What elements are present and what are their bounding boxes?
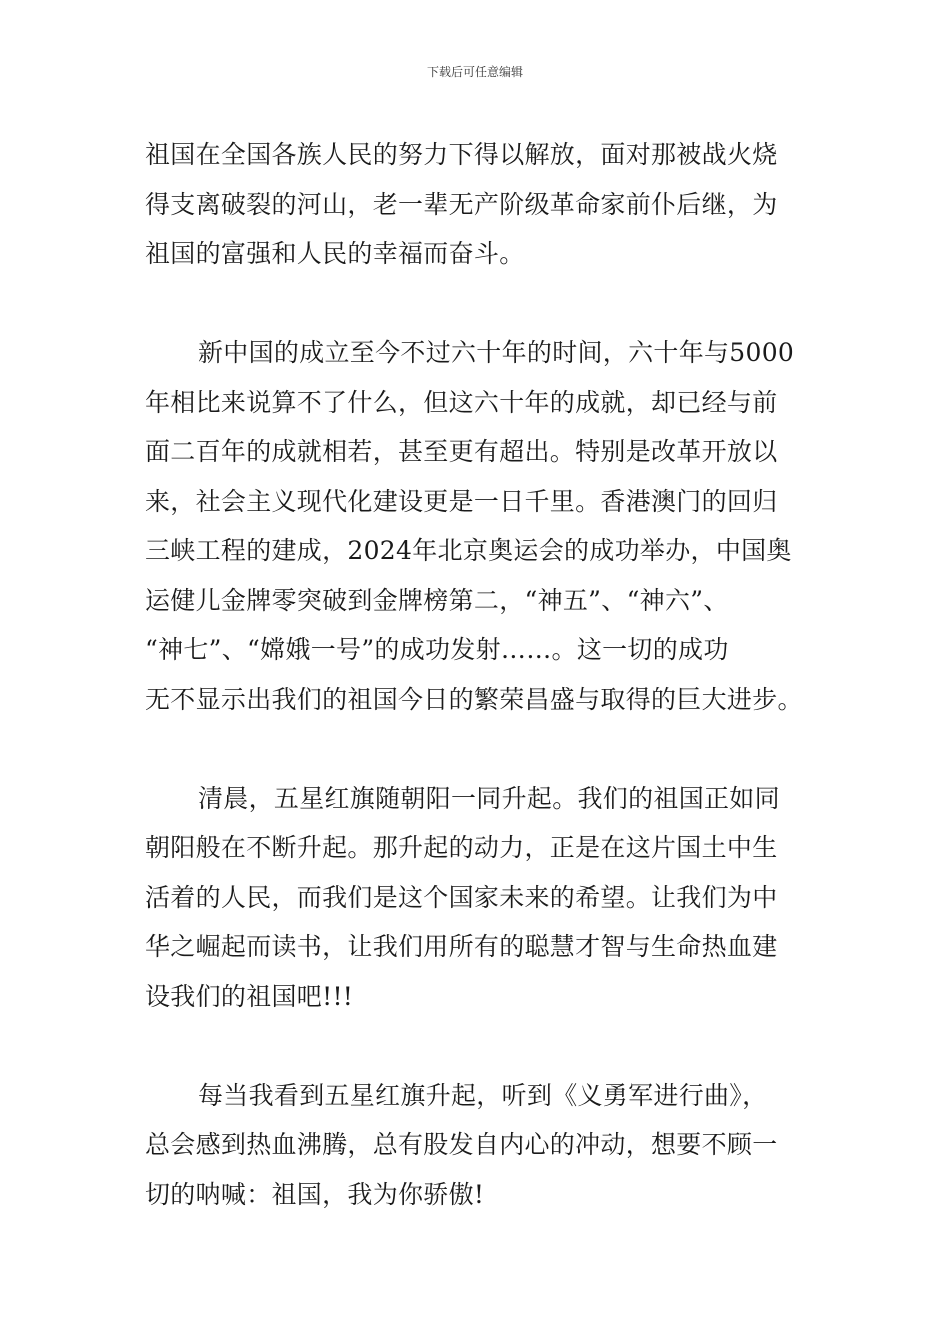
text-line: 年相比来说算不了什么，但这六十年的成就，却已经与前 — [145, 387, 778, 417]
text-line: 活着的人民，而我们是这个国家未来的希望。让我们为中 — [145, 882, 778, 912]
text-line: 设我们的祖国吧!!! — [145, 981, 354, 1011]
text-line: 来，社会主义现代化建设更是一日千里。香港澳门的回归 — [145, 486, 778, 516]
text-line: 祖国在全国各族人民的努力下得以解放，面对那被战火烧 — [145, 140, 778, 169]
paragraph-spacer — [145, 1021, 807, 1071]
text-line: 面二百年的成就相若，甚至更有超出。特别是改革开放以 — [145, 437, 778, 466]
text-line: 朝阳般在不断升起。那升起的动力，正是在这片国土中生 — [145, 833, 778, 862]
text-line: 祖国的富强和人民的幸福而奋斗。 — [145, 239, 525, 268]
text-line: 每当我看到五星红旗升起，听到《义勇军进行曲》， — [198, 1080, 768, 1110]
paragraph-2 — [145, 328, 807, 724]
text-line: 运健儿金牌零突破到金牌榜第二，“神五”、“神六”、 — [145, 585, 729, 615]
text-line: 无不显示出我们的祖国今日的繁荣昌盛与取得的巨大进步。 — [145, 684, 803, 714]
text-line: “神七”、“嫦娥一号”的成功发射……。这一切的成功 — [145, 635, 729, 664]
text-line: 总会感到热血沸腾，总有股发自内心的冲动，想要不顾一 — [145, 1130, 778, 1159]
text-line: 清晨，五星红旗随朝阳一同升起。我们的祖国正如同 — [198, 783, 780, 813]
paragraph-1 — [145, 130, 807, 279]
header-note: 下载后可任意编辑 — [426, 65, 523, 79]
text-line: 新中国的成立至今不过六十年的时间，六十年与5000 — [198, 338, 795, 367]
text-line: 得支离破裂的河山，老一辈无产阶级革命家前仆后继，为 — [145, 189, 778, 219]
paragraph-3 — [145, 774, 807, 1022]
document-body — [145, 130, 807, 1219]
paragraph-4 — [145, 1071, 807, 1220]
text-line: 华之崛起而读书，让我们用所有的聪慧才智与生命热血建 — [145, 932, 778, 961]
paragraph-spacer — [145, 724, 807, 774]
text-line: 三峡工程的建成，2024年北京奥运会的成功举办，中国奥 — [145, 536, 792, 565]
paragraph-spacer — [145, 279, 807, 329]
text-line: 切的呐喊：祖国，我为你骄傲! — [145, 1179, 485, 1209]
